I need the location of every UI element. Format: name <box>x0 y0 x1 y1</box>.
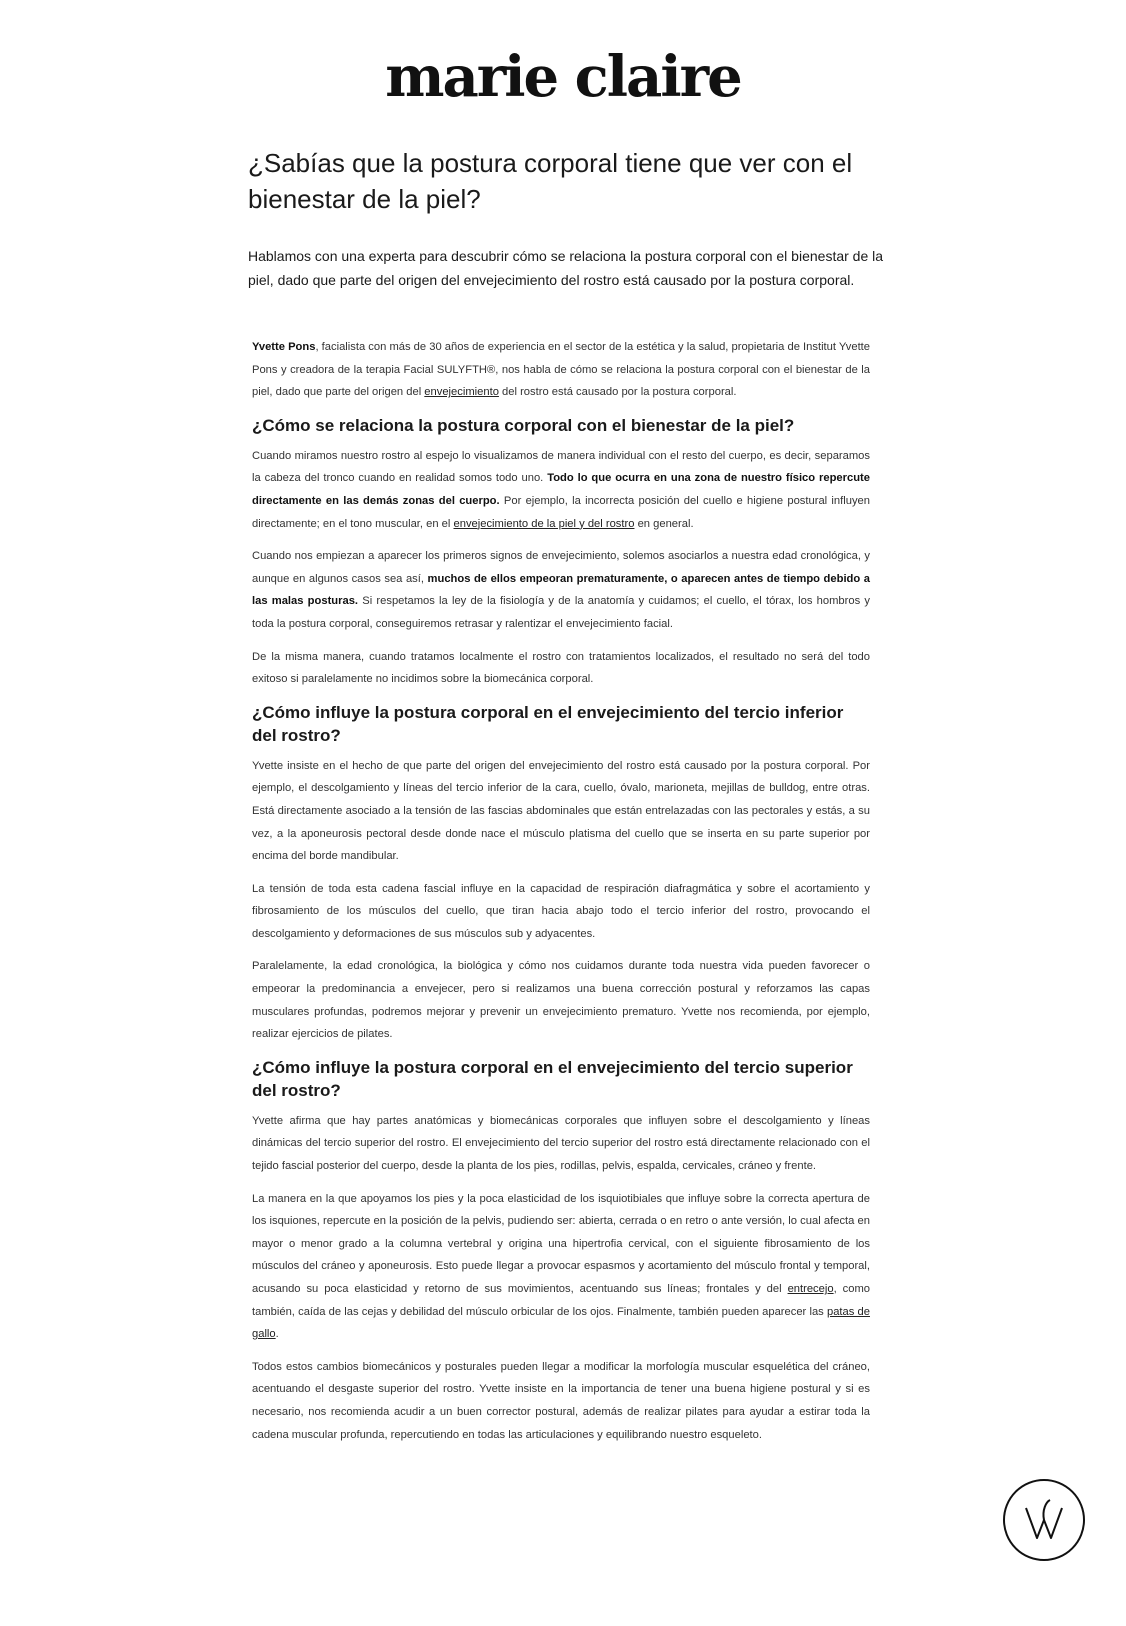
link-envejecimiento[interactable]: envejecimiento <box>424 386 499 399</box>
article-lead: Hablamos con una experta para descubrir cómo se relaciona la postura corporal con el bienestar de la piel, dado que parte del origen del envejecimiento del rostro está causado por la postura corporal. <box>248 248 884 288</box>
text: . <box>275 1328 279 1341</box>
link-envejecimiento-piel[interactable]: envejecimiento de la piel y del rostro <box>453 517 635 530</box>
text: Por ejemplo, la incorrecta posición del cuello e higiene postural influyen directamente; en el tono muscular, en el <box>252 494 870 530</box>
bold-text: muchos de ellos empeoran prematuramente, o aparecen antes de tiempo debido a las malas posturas. <box>252 572 870 608</box>
link-entrecejo[interactable]: entrecejo <box>787 1283 834 1295</box>
paragraph: La tensión de toda esta cadena fascial influye en la capacidad de respiración diafragmática y sobre el acortamiento y fibrosamiento de los músculos del cuello, que tiran hacia abajo todo el tercio inferior del rostro, provocando el descolgamiento y deformaciones de sus músculos sub y adyacentes. <box>252 882 870 940</box>
paragraph: Yvette afirma que hay partes anatómicas y biomecánicas corporales que influyen sobre el descolgamiento y líneas dinámicas del tercio superior del rostro. El envejecimiento del tercio superior del rostro está directamente relacionado con el tejido fascial posterior del cuerpo, desde la planta de los pies, rodillas, pelvis, espalda, cervicales, cráneo y frente. <box>252 1114 870 1173</box>
text: , como también, caída de las cejas y debilidad del músculo orbicular de los ojos. Finalmente, también pueden aparecer las <box>252 1283 870 1318</box>
w-monogram-icon[interactable] <box>1002 1478 1086 1562</box>
section-heading: ¿Cómo influye la postura corporal en el envejecimiento del tercio inferior del rostro? <box>252 702 844 745</box>
paragraph: Yvette insiste en el hecho de que parte del origen del envejecimiento del rostro está causado por la postura corporal. Por ejemplo, el descolgamiento y líneas del tercio inferior de la cara, cuello, óvalo, marioneta, mejillas de bulldog, entre otras. Está directamente asociado a la tensión de las fascias abdominales que están entrelazadas con las pectorales y estás, a su vez, a la aponeurosis pectoral desde donde nace el músculo platisma del cuello que se inserta en su parte superior por encima del borde mandibular. <box>252 759 870 863</box>
paragraph <box>252 545 870 635</box>
section-heading: ¿Cómo influye la postura corporal en el envejecimiento del tercio superior del rostro? <box>252 1057 853 1100</box>
text: Si respetamos la ley de la fisiología y de la anatomía y cuidamos; el cuello, el tórax, los hombros y toda la postura corporal, conseguiremos retrasar y ralentizar el envejecimiento facial. <box>252 595 870 630</box>
text: en general. <box>634 517 694 530</box>
bold-text: Todo lo que ocurra en una zona de nuestro físico repercute directamente en las demás zonas del cuerpo. <box>252 472 870 507</box>
text: , facialista con más de 30 años de experiencia en el sector de la estética y la salud, propietaria de Institut Yvette Pons y creadora de la terapia Facial SULYFTH®, nos habla de cómo se relaciona la postura corporal con el bienestar de la piel, dado que parte del origen del <box>252 341 871 399</box>
paragraph: De la misma manera, cuando tratamos localmente el rostro con tratamientos localizados, el resultado no será del todo exitoso si paralelamente no incidimos sobre la biomecánica corporal. <box>252 650 870 686</box>
link-patas-de-gallo[interactable]: patas de gallo <box>252 1305 870 1341</box>
bold-text: Yvette Pons <box>252 341 316 353</box>
paragraph: Todos estos cambios biomecánicos y posturales pueden llegar a modificar la morfología muscular esquelética del cráneo, acentuando el desgaste superior del rostro. Yvette insiste en la importancia de tener una buena higiene postural y si es necesario, nos recomienda acudir a un buen corrector postural, además de realizar pilates para ayudar a estirar toda la cadena muscular profunda, repercutiendo en todas las articulaciones y equilibrando nuestro esqueleto. <box>252 1360 870 1441</box>
paragraph <box>252 336 870 404</box>
paragraph <box>252 1188 870 1346</box>
text: Cuando miramos nuestro rostro al espejo lo visualizamos de manera individual con el resto del cuerpo, es decir, separamos la cabeza del tronco cuando en realidad somos todo uno. <box>252 449 870 485</box>
brand-logo[interactable]: marie claire <box>385 44 741 110</box>
paragraph: Paralelamente, la edad cronológica, la biológica y cómo nos cuidamos durante toda nuestra vida pueden favorecer o empeorar la predominancia a envejecer, pero si realizamos una buena corrección postural y reforzamos las capas musculares profundas, podremos mejorar y prevenir un envejecimiento prematuro. Yvette nos recomienda, por ejemplo, realizar ejercicios de pilates. <box>252 960 870 1041</box>
section-heading: ¿Cómo se relaciona la postura corporal con el bienestar de la piel? <box>252 415 795 435</box>
paragraph <box>252 445 870 535</box>
text: Cuando nos empiezan a aparecer los primeros signos de envejecimiento, solemos asociarlos a nuestra edad cronológica, y aunque en algunos casos sea así, <box>252 550 870 585</box>
text: del rostro está causado por la postura corporal. <box>498 386 737 399</box>
article-title: ¿Sabías que la postura corporal tiene que ver con el bienestar de la piel? <box>248 148 853 214</box>
text: La manera en la que apoyamos los pies y la poca elasticidad de los isquiotibiales que influye sobre la correcta apertura de los isquiones, repercute en la posición de la pelvis, pudiendo ser: abierta, cerrada o en retro o ante versión, lo cual afecta en mayor o menor grado a la columna vertebral y origina una hipertrofia cervical, con el siguiente fibrosamiento de los músculos del cráneo y aponeurosis. Esto puede llegar a provocar espasmos y acortamiento del músculo frontal y temporal, acusando su poca elasticidad y retorno de sus movimientos, acentuando sus líneas; frontales y del <box>252 1192 870 1295</box>
article-body <box>252 336 870 1456</box>
